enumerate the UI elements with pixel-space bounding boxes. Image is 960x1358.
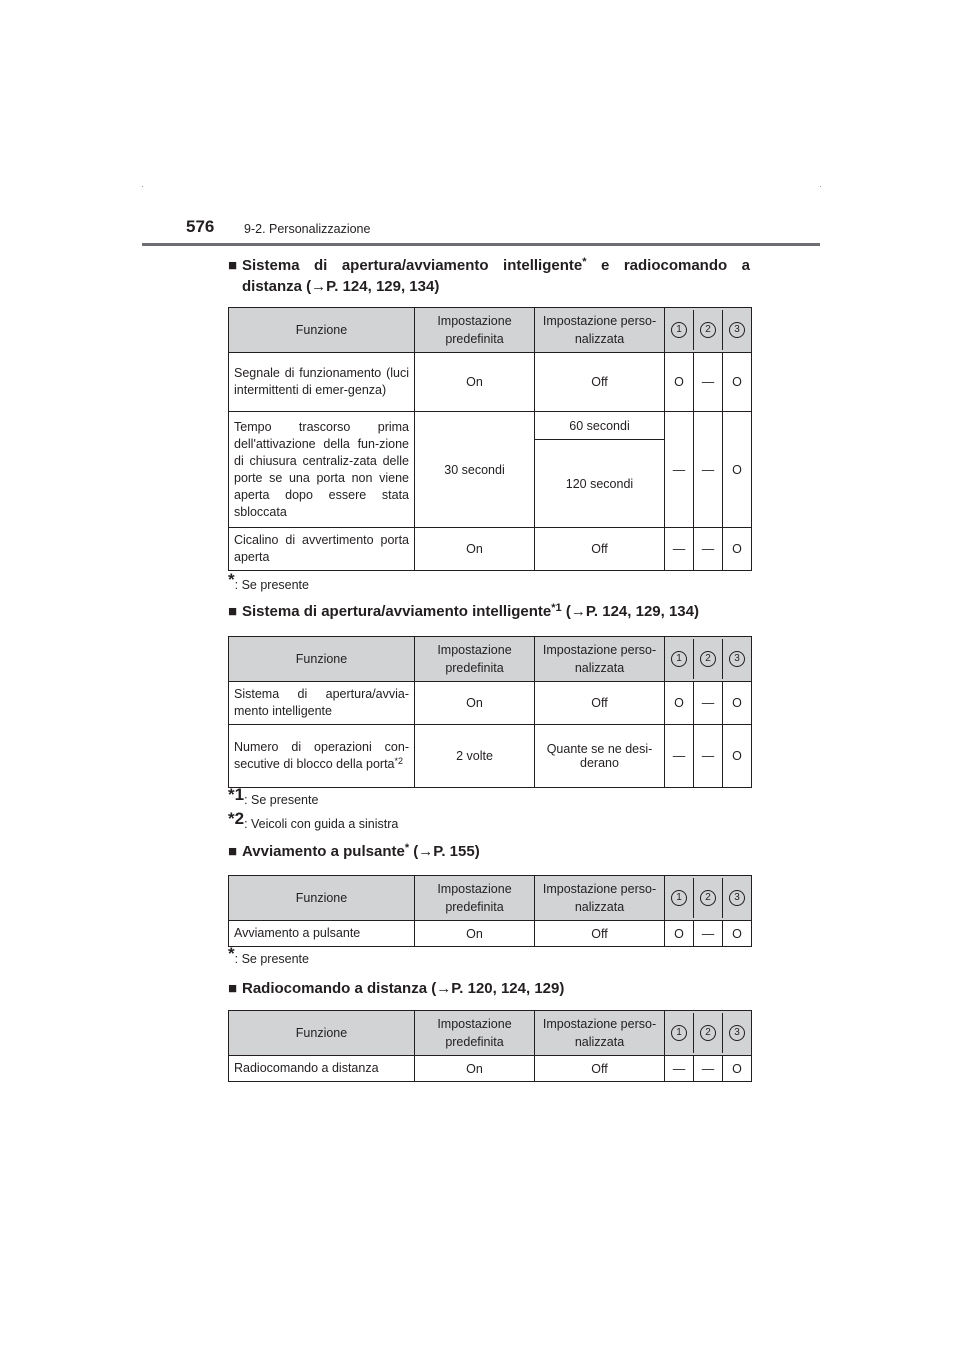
cell-custom: Quante se ne desi-derano xyxy=(535,725,665,788)
cell-default: On xyxy=(415,682,535,725)
section-heading-push-start xyxy=(228,841,750,862)
cell-default: On xyxy=(415,353,535,412)
col-header-default: Impostazione predefinita xyxy=(415,637,535,682)
col-header-funzione: Funzione xyxy=(229,1011,415,1056)
square-bullet-icon: ■ xyxy=(228,603,238,620)
section-heading-smart-entry xyxy=(228,601,750,622)
cell-c1: — xyxy=(665,1056,694,1082)
cell-c2: — xyxy=(694,353,723,412)
col-header-custom: Impostazione perso-nalizzata xyxy=(535,1011,665,1056)
cell-function: Sistema di apertura/avvia-mento intelligente xyxy=(229,682,415,725)
circled-number-3-icon: 3 xyxy=(729,322,745,338)
footnote xyxy=(228,944,309,966)
cell-default: 30 secondi xyxy=(415,412,535,528)
cell-c2: — xyxy=(694,412,723,528)
section-heading-smart-entry-remote xyxy=(228,255,750,297)
settings-table-push-start xyxy=(228,875,752,947)
footnote-text: : Se presente xyxy=(234,578,309,592)
table-row xyxy=(229,528,752,571)
cell-c3: O xyxy=(723,921,752,947)
cell-default: 2 volte xyxy=(415,725,535,788)
circled-number-3-icon: 3 xyxy=(729,651,745,667)
circled-number-2-icon: 2 xyxy=(700,322,716,338)
section-title-tail: (→P. 155) xyxy=(409,843,480,860)
col-header-custom: Impostazione perso-nalizzata xyxy=(535,637,665,682)
cell-custom: 60 secondi xyxy=(535,412,665,440)
crop-mark xyxy=(820,186,821,187)
circled-number-1-icon: 1 xyxy=(671,1025,687,1041)
crop-mark xyxy=(142,186,143,187)
table-header-row xyxy=(229,876,752,921)
section-title: Avviamento a pulsante xyxy=(242,843,405,860)
table-row xyxy=(229,921,752,947)
cell-function xyxy=(229,725,415,788)
circled-number-2-icon: 2 xyxy=(700,890,716,906)
cell-c1: — xyxy=(665,412,694,528)
circled-number-1-icon: 1 xyxy=(671,651,687,667)
footnote-mark: *1 xyxy=(551,602,562,614)
chapter-title: 9-2. Personalizzazione xyxy=(244,222,371,236)
col-header-numbers xyxy=(665,308,752,353)
table-row xyxy=(229,353,752,412)
col-header-default: Impostazione predefinita xyxy=(415,308,535,353)
footnote-mark: * xyxy=(404,842,410,854)
footnote xyxy=(228,785,319,807)
footnote-mark: *2 xyxy=(394,756,404,766)
cell-default: On xyxy=(415,921,535,947)
cell-function: Segnale di funzionamento (luci intermittenti di emer-genza) xyxy=(229,353,415,412)
cell-c1: — xyxy=(665,725,694,788)
col-header-funzione: Funzione xyxy=(229,876,415,921)
circled-number-2-icon: 2 xyxy=(700,651,716,667)
col-header-numbers xyxy=(665,876,752,921)
col-header-default: Impostazione predefinita xyxy=(415,876,535,921)
col-header-custom: Impostazione perso-nalizzata xyxy=(535,308,665,353)
circled-number-2-icon: 2 xyxy=(700,1025,716,1041)
cell-custom: Off xyxy=(535,353,665,412)
circled-number-3-icon: 3 xyxy=(729,1025,745,1041)
header-rule xyxy=(142,243,820,246)
col-header-numbers xyxy=(665,637,752,682)
cell-c1: O xyxy=(665,682,694,725)
cell-c2: — xyxy=(694,725,723,788)
cell-c3: O xyxy=(723,353,752,412)
cell-c1: — xyxy=(665,528,694,571)
cell-default: On xyxy=(415,528,535,571)
footnote-mark: * xyxy=(582,256,587,268)
table-row xyxy=(229,682,752,725)
section-title: Sistema di apertura/avviamento intelligente xyxy=(242,603,552,620)
cell-c2: — xyxy=(694,682,723,725)
cell-function: Avviamento a pulsante xyxy=(229,921,415,947)
section-title: Sistema di apertura/avviamento intelligente xyxy=(242,257,583,274)
cell-c1: O xyxy=(665,353,694,412)
settings-table-smart-entry-remote xyxy=(228,307,752,571)
cell-c2: — xyxy=(694,528,723,571)
cell-c2: — xyxy=(694,1056,723,1082)
cell-c2: — xyxy=(694,921,723,947)
settings-table-smart-entry xyxy=(228,636,752,788)
page-number: 576 xyxy=(186,217,215,236)
cell-function: Radiocomando a distanza xyxy=(229,1056,415,1082)
footnote-text: : Veicoli con guida a sinistra xyxy=(244,817,399,831)
cell-custom: Off xyxy=(535,921,665,947)
cell-c1: O xyxy=(665,921,694,947)
circled-number-3-icon: 3 xyxy=(729,890,745,906)
cell-custom: Off xyxy=(535,682,665,725)
cell-default: On xyxy=(415,1056,535,1082)
table-header-row xyxy=(229,308,752,353)
footnote xyxy=(228,809,399,831)
cell-custom: Off xyxy=(535,528,665,571)
section-title-tail: (→P. 124, 129, 134) xyxy=(561,603,699,620)
cell-function: Tempo trascorso prima dell'attivazione della fun-zione di chiusura centraliz-zata delle porte se una porta non viene aperta dopo essere stata sbloccata xyxy=(229,412,415,528)
table-row xyxy=(229,725,752,788)
col-header-numbers xyxy=(665,1011,752,1056)
cell-c3: O xyxy=(723,682,752,725)
table-row xyxy=(229,412,752,440)
cell-c3: O xyxy=(723,528,752,571)
cell-c3: O xyxy=(723,1056,752,1082)
table-header-row xyxy=(229,1011,752,1056)
cell-function-text: Numero di operazioni con-secutive di blocco della porta xyxy=(234,740,409,771)
table-header-row xyxy=(229,637,752,682)
settings-table-remote-control xyxy=(228,1010,752,1082)
cell-custom: Off xyxy=(535,1056,665,1082)
section-heading-remote-control xyxy=(228,978,750,999)
section-title: Radiocomando a distanza (→P. 120, 124, 129) xyxy=(242,980,565,997)
circled-number-1-icon: 1 xyxy=(671,890,687,906)
cell-function: Cicalino di avvertimento porta aperta xyxy=(229,528,415,571)
footnote-mark: * xyxy=(228,570,235,589)
cell-c3: O xyxy=(723,725,752,788)
circled-number-1-icon: 1 xyxy=(671,322,687,338)
footnote-text: : Se presente xyxy=(234,952,309,966)
footnote-mark: *1 xyxy=(228,785,245,804)
table-row xyxy=(229,1056,752,1082)
footnote-text: : Se presente xyxy=(244,793,319,807)
square-bullet-icon: ■ xyxy=(228,257,238,274)
section-title-tail: e radiocomando a distanza (→P. 124, 129, 134) xyxy=(242,257,750,295)
col-header-default: Impostazione predefinita xyxy=(415,1011,535,1056)
cell-custom: 120 secondi xyxy=(535,440,665,528)
square-bullet-icon: ■ xyxy=(228,843,238,860)
cell-c3: O xyxy=(723,412,752,528)
col-header-funzione: Funzione xyxy=(229,308,415,353)
footnote-mark: *2 xyxy=(228,809,245,828)
footnote xyxy=(228,570,309,592)
col-header-custom: Impostazione perso-nalizzata xyxy=(535,876,665,921)
footnote-mark: * xyxy=(228,944,235,963)
square-bullet-icon: ■ xyxy=(228,980,238,997)
col-header-funzione: Funzione xyxy=(229,637,415,682)
